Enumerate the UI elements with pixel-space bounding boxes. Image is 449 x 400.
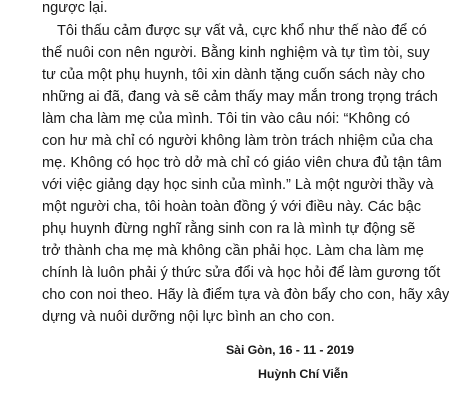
paragraph-first-line: Tôi thấu cảm được sự vất vả, cực khổ như thế nào để có	[57, 23, 427, 39]
text-line: chính là luôn phải ý thức sửa đổi và học hỏi để làm gương tốt	[42, 265, 441, 281]
text-line: con hư mà chỉ có người không làm tròn trách nhiệm của cha	[42, 133, 433, 149]
text-line: dựng và nuôi dưỡng nội lực bình an cho con.	[42, 309, 335, 325]
text-line: trở thành cha mẹ mà không cần phải học. Làm cha làm mẹ	[42, 243, 424, 259]
text-line: cho con noi theo. Hãy là điểm tựa và đòn bẩy cho con, hãy xây	[42, 287, 449, 303]
signature-author: Huỳnh Chí Viễn	[258, 367, 348, 381]
text-line: phụ huynh đừng nghĩ rằng sinh con ra là mình tự động sẽ	[42, 221, 416, 237]
text-line: ngược lại.	[42, 0, 108, 16]
text-line: thể nuôi con nên người. Bằng kinh nghiệm và tự tìm tòi, suy	[42, 45, 430, 61]
text-line: những ai đã, đang và sẽ cảm thấy may mắn trong trọng trách	[42, 89, 438, 105]
text-line: tư của một phụ huynh, tôi xin dành tặng cuốn sách này cho	[42, 67, 425, 83]
text-line: một người cha, tôi hoàn toàn đồng ý với điều này. Các bậc	[42, 199, 422, 215]
text-line: làm cha làm mẹ của mình. Tôi tin vào câu nói: “Không có	[42, 111, 411, 127]
text-line: mẹ. Không có học trò dở mà chỉ có giáo viên chưa đủ tận tâm	[42, 155, 442, 171]
signature-place-date: Sài Gòn, 16 - 11 - 2019	[226, 343, 354, 357]
text-line: với việc giảng dạy học sinh của mình.” Là một người thầy và	[42, 177, 434, 193]
